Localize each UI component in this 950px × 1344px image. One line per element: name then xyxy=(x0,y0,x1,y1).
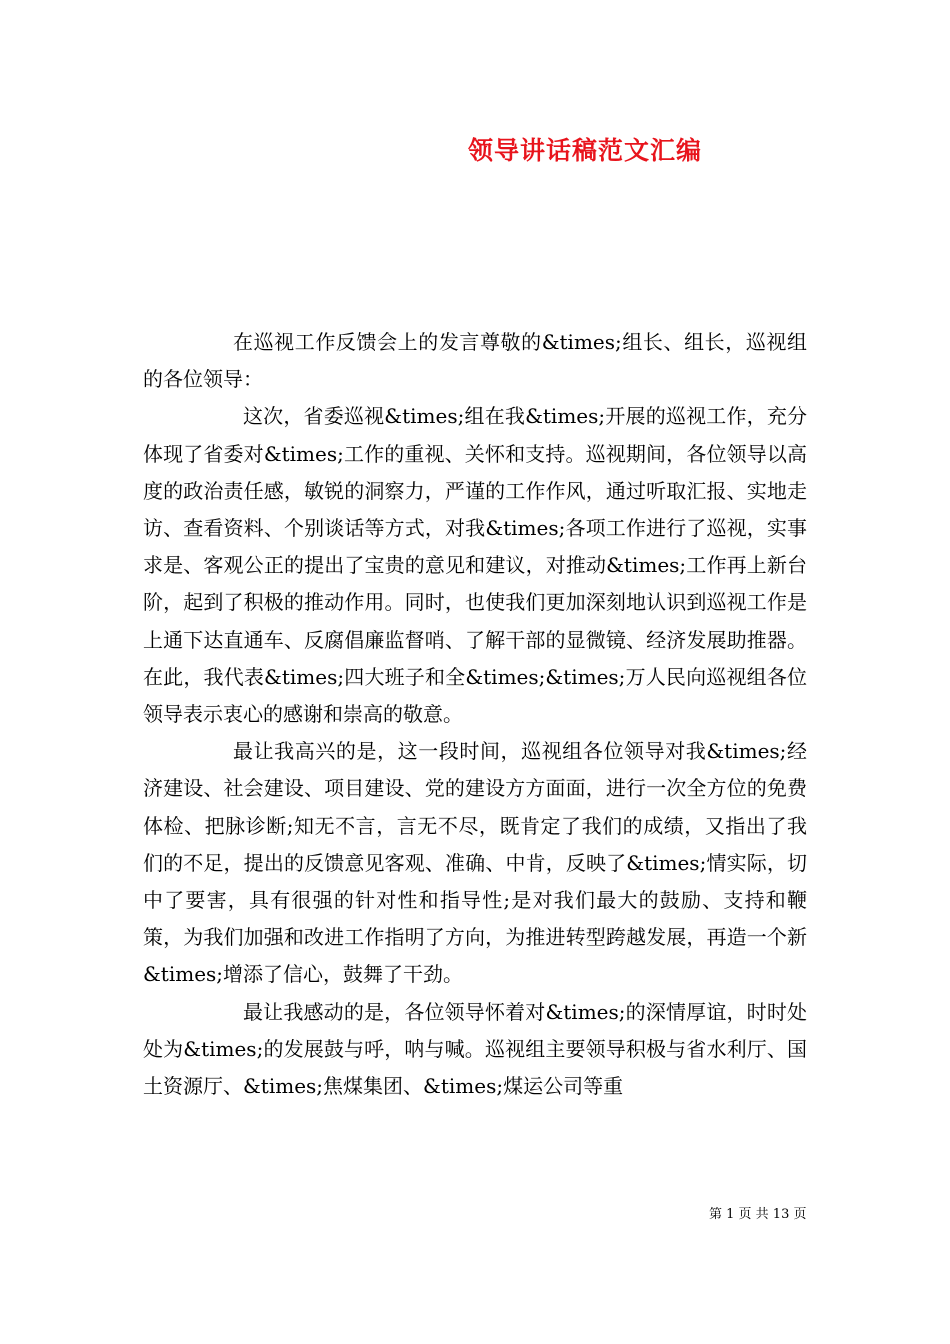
document-body xyxy=(143,324,807,1105)
page-number-footer: 第 1 页 共 13 页 xyxy=(709,1207,807,1222)
document-title: 领导讲话稿范文汇编 xyxy=(468,136,703,165)
paragraph-3: 最让我高兴的是，这一段时间，巡视组各位领导对我&times;经济建设、社会建设、项目建设、党的建设方方面面，进行一次全方位的免费体检、把脉诊断;知无不言，言无不尽，既肯定了我们的成绩，又指出了我们的不足，提出的反馈意见客观、准确、中肯，反映了&times;情实际，切中了要害，具有很强的针对性和指导性;是对我们最大的鼓励、支持和鞭策，为我们加强和改进工作指明了方向，为推进转型跨越发展，再造一个新&times;增添了信心，鼓舞了干劲。 xyxy=(143,739,807,987)
paragraph-4: 最让我感动的是，各位领导怀着对&times;的深情厚谊，时时处处为&times;的发展鼓与呼，呐与喊。巡视组主要领导积极与省水利厅、国土资源厅、&times;焦煤集团、&times;煤运公司等重 xyxy=(143,999,807,1099)
paragraph-1: 在巡视工作反馈会上的发言尊敬的&times;组长、组长，巡视组的各位领导： xyxy=(143,330,807,392)
paragraph-2: 这次，省委巡视&times;组在我&times;开展的巡视工作，充分体现了省委对&times;工作的重视、关怀和支持。巡视期间，各位领导以高度的政治责任感，敏锐的洞察力，严谨的工作作风，通过听取汇报、实地走访、查看资料、个别谈话等方式，对我&times;各项工作进行了巡视，实事求是、客观公正的提出了宝贵的意见和建议，对推动&times;工作再上新台阶，起到了积极的推动作用。同时，也使我们更加深刻地认识到巡视工作是上通下达直通车、反腐倡廉监督哨、了解干部的显微镜、经济发展助推器。在此，我代表&times;四大班子和全&times;&times;万人民向巡视组各位领导表示衷心的感谢和崇高的敬意。 xyxy=(143,404,807,727)
